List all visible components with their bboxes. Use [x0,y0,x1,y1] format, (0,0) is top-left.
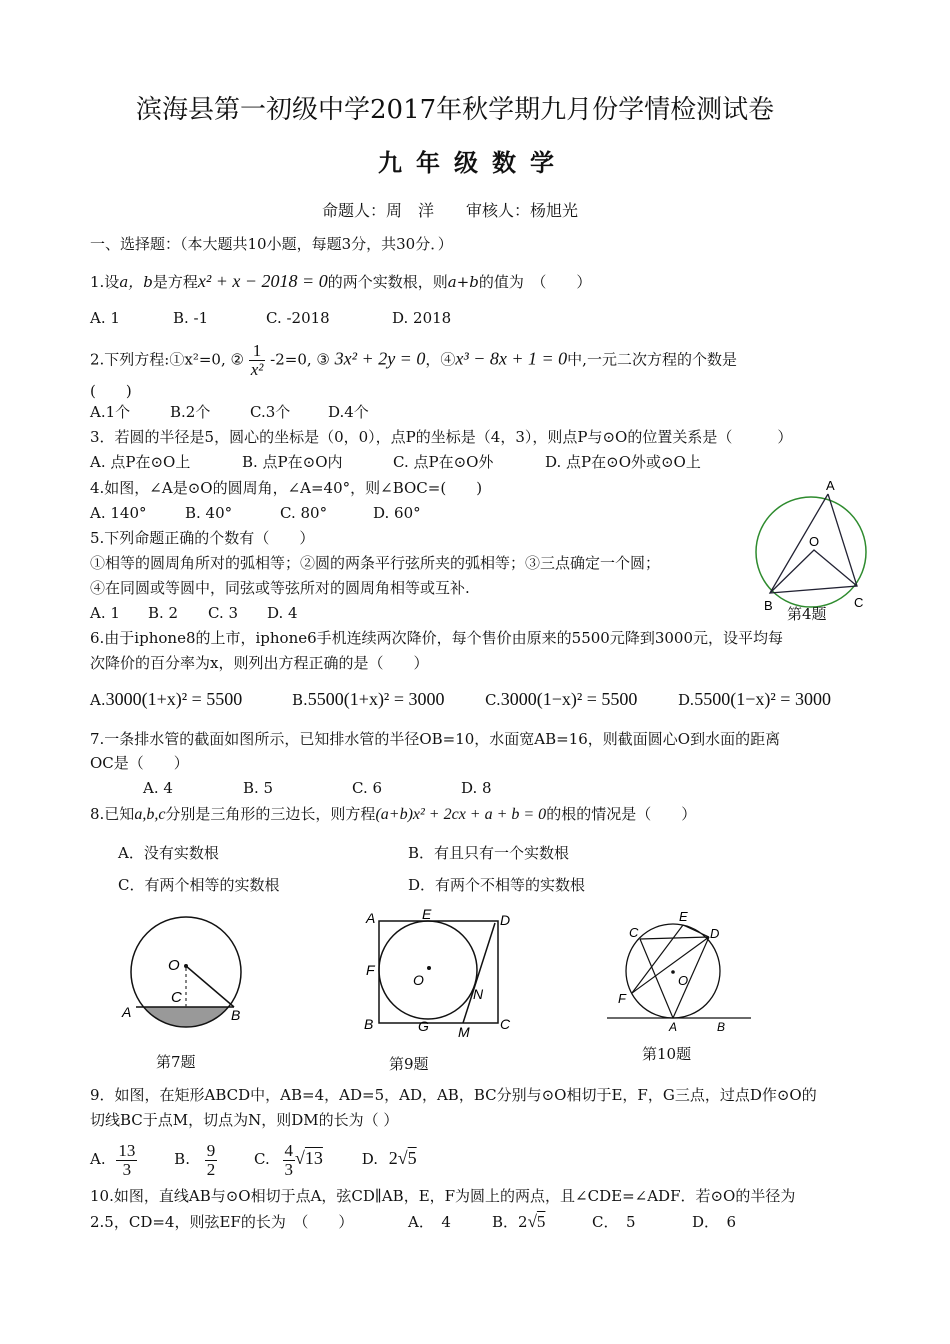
q8-vars: a,b,c [134,806,166,823]
q1-option-b: B. -1 [173,309,209,327]
q2-stem-a: 2.下列方程:①x²=0, ② [90,350,244,369]
q10-option-b-sqrt: √5 [527,1212,546,1231]
q9-options [90,1136,417,1180]
q9-label-o: O [413,972,424,988]
q3-option-d: D. 点P在⊙O外或⊙O上 [545,453,701,471]
q10-label-b: B [717,1020,726,1034]
q10-chord-ef [632,925,683,993]
q4-option-a: A. 140° [90,504,147,522]
q10-label-a: A [669,1020,678,1034]
question-8 [90,804,696,825]
question-10-line-1: 10.如图，直线AB与⊙O相切于点A，弦CD∥AB，E，F为圆上的两点，且∠CDE=∠ADF．若⊙O的半径为 [90,1187,796,1205]
q10-center-dot [671,970,675,974]
q6-option-d-label: D. [678,691,695,709]
q1-option-a: A. 1 [90,309,120,327]
q6-option-c [485,689,637,710]
q8-option-c: C．有两个相等的实数根 [118,876,280,894]
q9-option-c-label: C. [254,1150,270,1168]
q10-option-b-rad: 5 [536,1212,546,1231]
q10-option-b-label: B．2 [492,1213,528,1231]
q7-center-dot [184,964,188,968]
q1-stem-d: 的值为 （ ） [478,273,592,291]
question-3: 3．若圆的半径是5，圆心的坐标是（0，0），点P的坐标是（4，3），则点P与⊙O的位置关系是（ ） [90,428,793,446]
q10-label-c: C [629,925,639,940]
q4-label-b: B [764,598,773,613]
q9-option-a-num: 13 [118,1140,136,1160]
subject-title: 九年级数学 [378,148,568,177]
q10-chord-ed [683,925,709,937]
q10-figure-caption: 第10题 [642,1045,692,1063]
q1-expr: a+b [447,273,479,291]
q2-frac-den: x² [250,360,264,379]
q10-option-c: C． 5 [592,1213,636,1231]
q7-option-a: A. 4 [143,779,173,797]
figure-q7 [110,905,260,1040]
section-heading: 一、选择题：（本大题共10小题，每题3分，共30分．） [90,235,453,253]
q9-option-c-den: 3 [284,1159,294,1179]
q9-option-b-num: 9 [206,1140,216,1160]
q2-paren: ( ) [90,382,132,400]
q3-option-a: A. 点P在⊙O上 [90,453,191,471]
q7-option-c: C. 6 [352,779,383,797]
q6-option-a-eq: 3000(1+x)² = 5500 [105,689,243,709]
q5-option-a: A. 1 [90,604,120,622]
q6-option-a [90,689,242,710]
q2-stem-c: ，④ [425,350,456,369]
q1-option-c: C. -2018 [266,309,330,327]
q9-option-b-label: B. [174,1150,190,1168]
q9-option-d-expr: 2√5 [388,1148,417,1168]
figure-q9 [360,905,520,1045]
q4-label-o: O [809,534,820,549]
q6-option-a-label: A. [90,691,106,709]
exam-title: 滨海县第一初级中学2017年秋学期九月份学情检测试卷 [136,95,775,125]
q2-fraction [249,342,266,379]
q2-option-b: B.2个 [170,403,211,421]
q6-option-b-label: B. [292,691,308,709]
q7-label-a: A [122,1004,132,1020]
q8-stem-c: 的根的情况是（ ） [546,805,697,823]
q4-option-c: C. 80° [280,504,328,522]
figure-q4 [748,474,878,624]
q10-label-d: D [710,926,720,941]
q8-stem-b: 分别是三角形的三边长，则方程 [165,805,376,823]
q8-equation: (a+b)x² + 2cx + a + b = 0 [375,806,547,823]
q9-figure-caption: 第9题 [389,1055,429,1073]
q9-option-a-label: A. [90,1150,106,1168]
q5-option-d: D. 4 [267,604,298,622]
q10-option-b [492,1212,545,1232]
q9-option-c-sqrt: √13 [295,1148,323,1168]
q6-option-d-eq: 5500(1−x)² = 3000 [694,689,831,709]
q9-option-d-label: D. [361,1150,378,1168]
q10-label-o: O [678,973,689,988]
q1-stem-b: 是方程 [152,273,198,291]
q2-eq3: 3x² + 2y = 0 [334,348,426,369]
q8-stem-a: 8.已知 [90,805,135,823]
question-2 [90,342,737,379]
q9-label-c: C [500,1016,511,1032]
q3-option-b: B. 点P在⊙O内 [242,453,343,471]
q8-option-d: D．有两个不相等的实数根 [408,876,586,894]
q9-circle [379,921,477,1019]
q10-label-f: F [618,991,626,1006]
q9-option-c-frac [283,1142,296,1179]
q7-option-d: D. 8 [461,779,492,797]
question-9-line-1: 9．如图，在矩形ABCD中，AB=4，AD=5，AD，AB，BC分别与⊙O相切于E，F，G三点，过点D作⊙O的 [90,1086,817,1104]
q7-label-b: B [231,1007,241,1023]
figure-q10 [605,905,755,1040]
q2-eq4: x³ − 8x + 1 = 0 [455,348,568,369]
question-9-line-2: 切线BC于点M，切点为N，则DM的长为（ ） [90,1111,399,1129]
question-6-line-1: 6.由于iphone8的上市，iphone6手机连续两次降价，每个售价由原来的5500元降到3000元，设平均每 [90,629,784,647]
q2-option-d: D.4个 [328,403,369,421]
q10-chord-ca [640,939,673,1018]
q7-radius-ob [186,966,234,1007]
q2-frac-num: 1 [249,342,266,361]
q1-stem-c: 的两个实数根，则 [327,273,448,291]
q5-option-c: C. 3 [208,604,239,622]
q5-statements-1: ①相等的圆周角所对的弧相等；②圆的两条平行弦所夹的弧相等；③三点确定一个圆； [90,554,661,572]
q4-option-b: B. 40° [185,504,233,522]
q10-chord-df [632,937,709,993]
q1-stem-a: 1.设 [90,273,120,291]
question-5: 5.下列命题正确的个数有（ ） [90,529,315,547]
q9-label-f: F [366,962,375,978]
q4-label-c: C [854,595,864,610]
q7-figure-caption: 第7题 [156,1053,196,1071]
q8-option-b: B．有且只有一个实数根 [408,844,570,862]
authors: 命题人：周 洋 审核人：杨旭光 [322,201,579,220]
q9-label-b: B [364,1016,374,1032]
q9-label-a: A [366,910,376,926]
q9-option-a-frac [116,1142,137,1179]
q4-figure-caption: 第4题 [787,605,827,623]
q7-label-o: O [168,957,180,974]
q1-vars: a，b [119,273,153,291]
q2-option-a: A.1个 [90,403,131,421]
question-7-line-1: 7.一条排水管的截面如图所示，已知排水管的半径OB=10，水面宽AB=16，则截面圆心O到水面的距离 [90,730,781,748]
q10-option-a: A． 4 [408,1213,451,1231]
question-6-line-2: 次降价的百分率为x，则列出方程正确的是（ ） [90,654,429,672]
q9-label-d: D [500,912,511,928]
q9-center-dot [427,966,431,970]
q7-label-c: C [171,989,182,1006]
q3-option-c: C. 点P在⊙O外 [393,453,494,471]
q9-label-m: M [458,1024,470,1040]
q10-label-e: E [679,909,688,924]
q9-option-d-coef: 2 [388,1148,398,1168]
q2-option-c: C.3个 [250,403,291,421]
q5-option-b: B. 2 [148,604,179,622]
q6-option-d [678,689,831,710]
q9-label-n: N [473,986,484,1002]
q4-label-a: A [826,478,835,493]
q4-option-d: D. 60° [373,504,421,522]
q5-statements-2: ④在同圆或等圆中，同弦或等弦所对的圆周角相等或互补. [90,579,470,597]
question-7-line-2: OC是（ ） [90,754,189,772]
q2-stem-b: -2=0, ③ [270,350,330,369]
question-1 [90,271,591,292]
q9-label-g: G [418,1018,429,1034]
q9-label-e: E [422,906,432,922]
q9-option-c-rad: 13 [304,1148,323,1168]
q9-option-d-rad: 5 [407,1148,417,1168]
q6-option-b [292,689,444,710]
q9-option-c-num: 4 [284,1140,294,1160]
q6-option-c-eq: 3000(1−x)² = 5500 [500,689,638,709]
q9-option-b-den: 2 [206,1159,216,1179]
question-10-line-2: 2.5，CD=4，则弦EF的长为 （ ） [90,1213,354,1231]
q8-option-a: A．没有实数根 [118,844,219,862]
question-4: 4.如图，∠A是⊙O的圆周角，∠A=40°，则∠BOC=( ) [90,479,483,497]
q6-option-c-label: C. [485,691,501,709]
q9-option-b-frac [205,1142,218,1179]
q1-option-d: D. 2018 [392,309,452,327]
q1-equation: x² + x − 2018 = 0 [197,271,328,291]
q10-option-d: D． 6 [692,1213,737,1231]
q2-stem-d: 中,一元二次方程的个数是 [567,350,737,369]
q7-option-b: B. 5 [243,779,274,797]
q9-tangent-dm [463,923,495,1023]
q9-option-a-den: 3 [122,1159,132,1179]
q6-option-b-eq: 5500(1+x)² = 3000 [307,689,445,709]
